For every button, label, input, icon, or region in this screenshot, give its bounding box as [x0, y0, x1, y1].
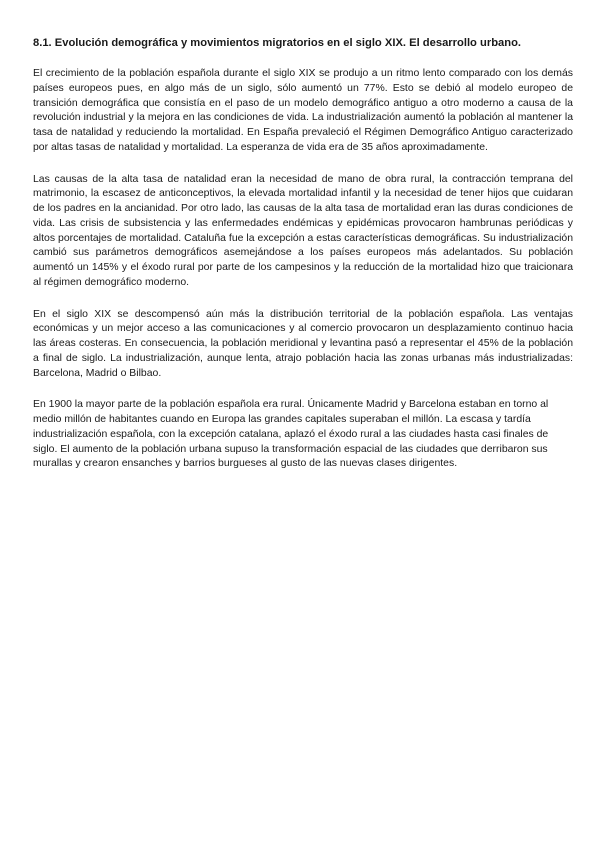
section-title: 8.1. Evolución demográfica y movimientos migratorios en el siglo XIX. El desarrollo urbano. [33, 37, 522, 49]
paragraph-natality-mortality: Las causas de la alta tasa de natalidad eran la necesidad de mano de obra rural, la contracción temprana del matrimonio, la escasez de anticonceptivos, la elevada mortalidad infantil y la necesidad de tener hijos que cuidaran de los padres en la ancianidad. Por otro lado, las causas de la alta tasa de mortalidad eran las duras condiciones de vida. Las crisis de subsistencia y las enfermedades endémicas y epidémicas provocaron hambrunas periódicas y altos porcentajes de mortalidad. Cataluña fue la excepción a estas características demográficas. Su industrialización cambió sus parámetros demográficos asemejándose a los países europeos más adelantados. Su población aumentó un 145% y el éxodo rural por parte de los campesinos y la reducción de la mortalidad hizo que traicionara al régimen demográfico moderno. [33, 173, 573, 288]
paragraph-territorial-distribution: En el siglo XIX se descompensó aún más la distribución territorial de la población española. Las ventajas económicas y un mejor acceso a las comunicaciones y al comercio provocaron un desplazamiento continuo hacia las áreas costeras. En consecuencia, la población meridional y levantina pasó a representar el 45% de la población a final de siglo. La industrialización, aunque lenta, atrajo población hacia las zonas urbanas más industrializadas: Barcelona, Madrid o Bilbao. [33, 308, 573, 379]
paragraph-population-growth: El crecimiento de la población española durante el siglo XIX se produjo a un ritmo lento comparado con los demás países europeos pues, en algo más de un siglo, sólo aumentó un 77%. Esto se debió al modelo europeo de transición demográfica que consistía en el paso de un modelo demográfico antiguo a otro moderno a causa de la revolución industrial y la mejora en las condiciones de vida. La industrialización aumentó la población al mantener la tasa de natalidad y reduciendo la mortalidad. En España prevaleció el Régimen Demográfico Antiguo caracterizado por altas tasas de natalidad y mortalidad. La esperanza de vida era de 35 años aproximadamente. [33, 68, 573, 153]
paragraph-urban-development: En 1900 la mayor parte de la población española era rural. Únicamente Madrid y Barcelona estaban en torno al medio millón de habitantes cuando en Europa las grandes capitales superaban el millón. La escasa y tardía industrialización española, con la excepción catalana, aplazó el éxodo rural a las ciudades hasta casi finales de siglo. El aumento de la población urbana supuso la transformación espacial de las ciudades que derribaron sus murallas y crearon ensanches y barrios burgueses al gusto de las nuevas clases dirigentes. [33, 399, 549, 470]
document-page [33, 36, 573, 489]
